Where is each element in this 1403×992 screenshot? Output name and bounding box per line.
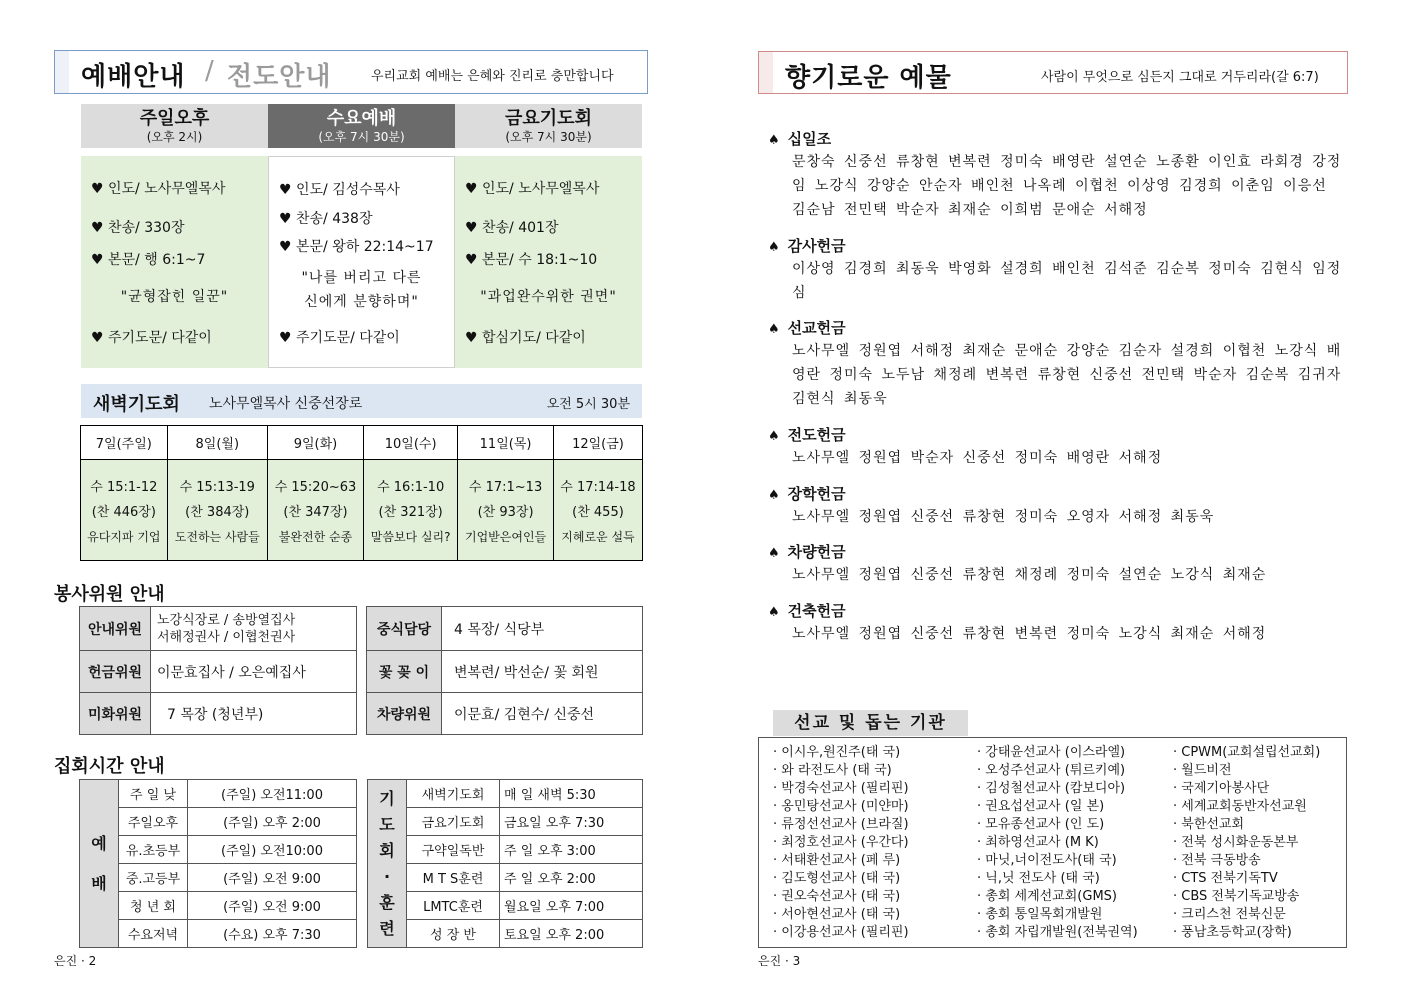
column-body-wednesday: ♥ 인도/ 김성수목사 ♥ 찬송/ 438장 ♥ 본문/ 왕하 22:14~17 "나를 버리고 다른 신에게 분향하며" ♥ 주기도문/ 다같이: [268, 156, 455, 368]
meeting-time: (주일) 오전11:00: [188, 780, 357, 808]
meeting-name: M T S훈련: [407, 864, 500, 892]
meeting-time: (주일) 오후 2:00: [188, 808, 357, 836]
meeting-time: 금요일 오후 7:30: [500, 808, 643, 836]
offering-names: 문창숙 신중선 류창현 변복련 정미숙 배영란 설연순 노종환 이인효 라회경 강정임 노강식 강양순 안순자 배인천 나옥례 이협천 이상영 김경희 이춘임 이응선 김순남 전민택 박순자 최재순 이희범 문애순 서해정: [792, 154, 1342, 218]
meeting-name: 주 일 낮: [119, 780, 188, 808]
meeting-name: 청 년 회: [119, 892, 188, 920]
day-header: 11일(목): [458, 426, 554, 460]
offering-title: 선교헌금: [787, 319, 846, 337]
service-key: 안내위원: [80, 607, 151, 651]
dawn-time: 오전 5시 30분: [546, 397, 630, 412]
header-subtitle: 우리교회 예배는 은혜와 진리로 충만합니다: [371, 69, 614, 84]
header-title-evangelism: 전도안내: [227, 62, 332, 92]
dawn-leaders: 노사무엘목사 신중선장로: [209, 396, 363, 412]
missions-title: 선교 및 돕는 기관: [773, 710, 968, 736]
offering-title: 전도헌금: [787, 426, 846, 444]
meeting-name: 중.고등부: [119, 864, 188, 892]
offering-names: 이상영 김경희 최동욱 박영화 설경희 배인천 김석준 김순복 정미숙 김현식 임정심: [792, 261, 1342, 301]
sermon-title: "과업완수위한 권면": [480, 289, 617, 305]
meeting-name: LMTC훈련: [407, 892, 500, 920]
dawn-schedule-table: [80, 425, 643, 561]
meeting-name: 수요저녁: [119, 920, 188, 948]
day-cell: 수 16:1-10 (찬 321장) 말씀보다 실리?: [364, 460, 458, 561]
meeting-time: (주일) 오전 9:00: [188, 864, 357, 892]
worship-group-label: 예 배: [80, 780, 119, 948]
header-accent: [55, 51, 69, 93]
offering-mission: ♠ 선교헌금 노사무엘 정원엽 서해정 최재순 문애순 강양순 김순자 설경희 이협천 노강식 배영란 정미숙 노두남 채정례 변복련 류창현 신중선 전민택 박순자 김순복 김귀자 김현식 최동욱: [768, 317, 1348, 411]
day-cell: 수 17:14-18 (찬 455) 지혜로운 설득: [553, 460, 642, 561]
column-head-friday: 금요기도회 (오후 7시 30분): [455, 104, 642, 148]
offering-names: 노사무엘 정원엽 신중선 류창현 정미숙 오영자 서해정 최동욱: [792, 509, 1215, 525]
sermon-title: "나를 버리고 다른: [301, 270, 422, 286]
day-header: 10일(수): [364, 426, 458, 460]
service-key: 꽃 꽂 이: [367, 651, 442, 693]
meeting-name: 구약일독반: [407, 836, 500, 864]
offering-tithe: ♠ 십일조 문창숙 신중선 류창현 변복련 정미숙 배영란 설연순 노종환 이인효 라회경 강정임 노강식 강양순 안순자 배인천 나옥례 이협천 이상영 김경희 이춘임 이응선 김순남 전민택 박순자 최재순 이희범 문애순 서해정: [768, 128, 1348, 222]
header-accent: [759, 52, 773, 93]
day-cell: 수 15:20~63 (찬 347장) 불완전한 순종: [267, 460, 363, 561]
header-title-worship: 예배안내: [81, 62, 186, 92]
meeting-name: 새벽기도회: [407, 780, 500, 808]
day-cell: 수 15:13-19 (찬 384장) 도전하는 사람들: [167, 460, 267, 561]
service-value: 변복련/ 박선순/ 꽃 회원: [442, 651, 643, 693]
offering-evangelism: ♠ 전도헌금 노사무엘 정원엽 박순자 신중선 정미숙 배영란 서해정: [768, 424, 1348, 470]
offering-vehicle: ♠ 차량헌금 노사무엘 정원엽 신중선 류창현 채정례 정미숙 설연순 노강식 최재순: [768, 541, 1348, 587]
offering-thanks: ♠ 감사헌금 이상영 김경희 최동욱 박영화 설경희 배인천 김석준 김순복 정미숙 김현식 임정심: [768, 235, 1348, 305]
offering-scholarship: ♠ 장학헌금 노사무엘 정원엽 신중선 류창현 정미숙 오영자 서해정 최동욱: [768, 483, 1348, 529]
meeting-time: (주일) 오전10:00: [188, 836, 357, 864]
meeting-table-prayer: [367, 779, 643, 948]
day-header: 12일(금): [553, 426, 642, 460]
meeting-section-title: 집회시간 안내: [54, 756, 165, 777]
offering-title: 장학헌금: [787, 485, 846, 503]
offering-names: 노사무엘 정원엽 신중선 류창현 채정례 정미숙 설연순 노강식 최재순: [792, 567, 1267, 583]
meeting-name: 유.초등부: [119, 836, 188, 864]
offering-names: 노사무엘 정원엽 신중선 류창현 변복련 정미숙 노강식 최재순 서해정: [792, 626, 1267, 642]
missions-column-1: · 이시우,원진주(태 국) · 와 라전도사 (태 국) · 박경숙선교사 (필리핀) · 옹민탕선교사 (미얀마) · 류정선선교사 (브라질) · 최정호선교사 (우간다) · 서태환선교사 (페 루) · 김도형선교사 (태 국) · 권오숙선교사 (태 국) · 서아현선교사 (태 국) · 이강용선교사 (필리핀): [773, 745, 909, 940]
meeting-time: (주일) 오전 9:00: [188, 892, 357, 920]
service-value: 4 목장/ 식당부: [442, 607, 643, 651]
offering-header-title: 향기로운 예물: [785, 63, 952, 93]
offering-names: 노사무엘 정원엽 서해정 최재순 문애순 강양순 김순자 설경희 이협천 노강식 배영란 정미숙 노두남 채정례 변복련 류창현 신중선 전민택 박순자 김순복 김귀자 김현식 최동욱: [792, 343, 1342, 407]
column-head-wednesday: 수요예배 (오후 7시 30분): [268, 104, 455, 148]
service-value: 7 목장 (청년부): [151, 693, 357, 735]
service-table-left: [79, 606, 357, 735]
day-header: 9일(화): [267, 426, 363, 460]
meeting-name: 성 장 반: [407, 920, 500, 948]
day-header: 8일(월): [167, 426, 267, 460]
meeting-time: 주 일 오후 2:00: [500, 864, 643, 892]
meeting-time: 주 일 오후 3:00: [500, 836, 643, 864]
service-key: 차량위원: [367, 693, 442, 735]
meeting-table-worship: [79, 779, 357, 948]
missions-column-3: · CPWM(교회설립선교회) · 월드비전 · 국제기아봉사단 · 세계교회동반자선교원 · 북한선교회 · 전북 성시화운동본부 · 전북 극동방송 · CTS 전북기독TV · CBS 전북기독교방송 · 크리스천 전북신문 · 풍남초등학교(장학): [1173, 745, 1321, 940]
service-value: 노강식장로 / 송방열집사 서해정권사 / 이협천권사: [151, 607, 357, 651]
meeting-time: 월요일 오후 7:00: [500, 892, 643, 920]
meeting-time: (수요) 오후 7:30: [188, 920, 357, 948]
sermon-title: "균형잡힌 일꾼": [120, 289, 229, 305]
sermon-title-2: 신에게 분향하며": [304, 294, 419, 310]
offering-title: 차량헌금: [787, 543, 846, 561]
day-cell: 수 17:1~13 (찬 93장) 기업받은여인들: [458, 460, 554, 561]
offering-title: 건축헌금: [787, 602, 846, 620]
missions-box: [758, 737, 1347, 948]
offering-names: 노사무엘 정원엽 박순자 신중선 정미숙 배영란 서해정: [792, 450, 1163, 466]
service-key: 미화위원: [80, 693, 151, 735]
service-table-right: [366, 606, 643, 735]
column-body-friday: ♥ 인도/ 노사무엘목사 ♥ 찬송/ 401장 ♥ 본문/ 수 18:1~10 "과업완수위한 권면" ♥ 합심기도/ 다같이: [455, 156, 642, 368]
offering-building: ♠ 건축헌금 노사무엘 정원엽 신중선 류창현 변복련 정미숙 노강식 최재순 서해정: [768, 600, 1348, 646]
header-separator: /: [205, 56, 215, 86]
column-head-sunday: 주일오후 (오후 2시): [81, 104, 268, 148]
meeting-name: 주일오후: [119, 808, 188, 836]
worship-header: [54, 50, 648, 94]
service-key: 헌금위원: [80, 651, 151, 693]
service-value: 이문효집사 / 오은예집사: [151, 651, 357, 693]
missions-column-2: · 강태윤선교사 (이스라엘) · 오성주선교사 (튀르키예) · 김성철선교사 (캄보디아) · 권요섭선교사 (일 본) · 모유종선교사 (인 도) · 최하영선교사 (M K) · 마닛,너이전도사(태 국) · 닉,닛 전도사 (태 국) · 총회 세계선교회(GMS) · 총회 통일목회개발원 · 총회 자립개발원(전북권역): [977, 745, 1138, 940]
column-body-sunday: ♥ 인도/ 노사무엘목사 ♥ 찬송/ 330장 ♥ 본문/ 행 6:1~7 "균형잡힌 일꾼" ♥ 주기도문/ 다같이: [81, 156, 268, 368]
meeting-time: 매 일 새벽 5:30: [500, 780, 643, 808]
day-cell: 수 15:1-12 (찬 446장) 유다지파 기업: [81, 460, 168, 561]
offering-header-subtitle: 사람이 무엇으로 심든지 그대로 거두리라(갈 6:7): [1041, 70, 1319, 85]
dawn-prayer-bar: [81, 384, 642, 418]
page-number-right: 은진 · 3: [758, 954, 801, 968]
day-header: 7일(주일): [81, 426, 168, 460]
page-number-left: 은진 · 2: [54, 954, 97, 968]
service-key: 중식담당: [367, 607, 442, 651]
meeting-name: 금요기도회: [407, 808, 500, 836]
service-section-title: 봉사위원 안내: [54, 584, 165, 605]
offering-title: 감사헌금: [787, 237, 846, 255]
service-value: 이문효/ 김현수/ 신중선: [442, 693, 643, 735]
offering-title: 십일조: [787, 130, 832, 148]
offering-header: [758, 51, 1348, 94]
prayer-group-label: 기 도 회 · 훈 련: [368, 780, 407, 948]
meeting-time: 토요일 오후 2:00: [500, 920, 643, 948]
dawn-title: 새벽기도회: [93, 394, 180, 415]
